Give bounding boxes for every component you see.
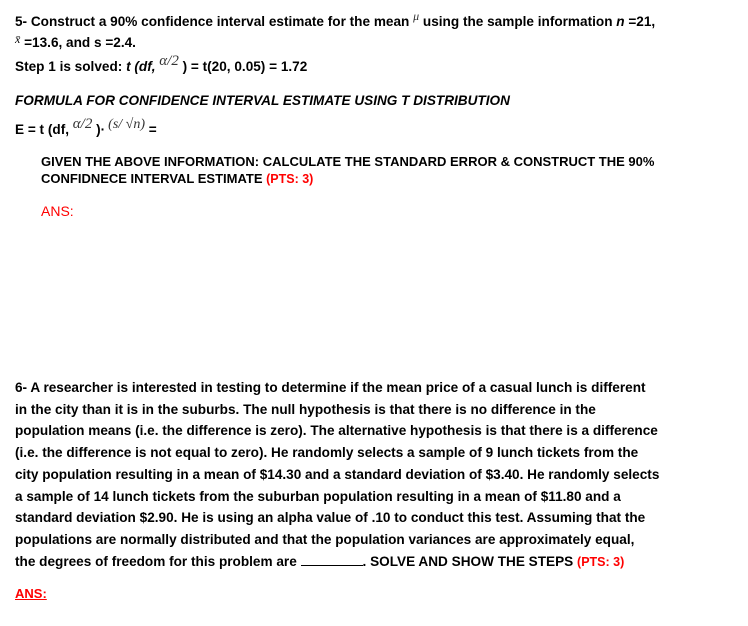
given-line1: GIVEN THE ABOVE INFORMATION: CALCULATE THE STANDARD ERROR & CONSTRUCT THE 90% (41, 154, 655, 169)
q6-last-line-text-a: the degrees of freedom for this problem are (15, 553, 301, 569)
q6-line: standard deviation $2.90. He is using an alpha value of .10 to conduct this test. Assuming that the (15, 510, 646, 526)
step1-t: t (df, (126, 59, 160, 74)
q6-line: city population resulting in a mean of $14.30 and a standard deviation of $3.40. He randomly selects (15, 466, 660, 482)
degrees-of-freedom-blank[interactable] (301, 553, 363, 566)
q6-line: population means (i.e. the difference is zero). The alternative hypothesis is that there is a difference (15, 423, 658, 439)
formula-close-paren: ) (92, 122, 101, 137)
q5-line1-text-a: 5- Construct a 90% confidence interval estimate for the mean (15, 14, 414, 29)
q6-last-line-text-b: . SOLVE AND SHOW THE STEPS (362, 553, 578, 569)
q5-line2 (15, 32, 136, 51)
formula-heading: FORMULA FOR CONFIDENCE INTERVAL ESTIMATE USING T DISTRIBUTION (15, 93, 510, 108)
formula-line (15, 116, 157, 139)
q5-line1-text-c: =21, (624, 14, 656, 29)
q6-answer-label: ANS: (15, 586, 47, 601)
given-line2 (41, 171, 313, 187)
q6-block (15, 377, 735, 573)
q5-answer-label: ANS: (41, 203, 74, 219)
step1-label: Step 1 is solved: (15, 59, 127, 74)
q6-last-line (15, 551, 735, 574)
q6-line: (i.e. the difference is not equal to zero). He randomly selects a sample of 9 lunch tickets from the (15, 445, 639, 461)
q6-line: in the city than it is in the suburbs. The null hypothesis is that there is no difference in the (15, 401, 596, 417)
formula-equals: = (145, 122, 157, 137)
alpha-half-symbol: α/2 (159, 53, 179, 69)
given-line2-text: CONFIDNECE INTERVAL ESTIMATE (41, 171, 267, 186)
formula-standard-error: (s/ √n) (108, 117, 146, 132)
n-variable: n (616, 14, 625, 29)
q5-line1-text-b: using the sample information (419, 14, 617, 29)
formula-alpha-half: α/2 (72, 116, 93, 132)
mu-symbol: μ (413, 9, 420, 23)
q6-line: 6- A researcher is interested in testing to determine if the mean price of a casual lunch is different (15, 380, 646, 395)
q6-points-badge: (PTS: 3) (577, 554, 625, 569)
step1-result: ) = t(20, 0.05) = 1.72 (178, 59, 308, 74)
formula-e: E = t (df, (15, 122, 73, 137)
q5-step1 (15, 53, 308, 75)
q6-line: populations are normally distributed and that the population variances are approximately equal, (15, 531, 635, 547)
formula-dot: · (100, 122, 106, 137)
q5-line1 (15, 9, 656, 30)
q6-line: a sample of 14 lunch tickets from the suburban population resulting in a mean of $11.80 and a (15, 488, 621, 504)
q5-line2-text: =13.6, and s =2.4. (20, 35, 136, 50)
q5-points-badge: (PTS: 3) (266, 172, 314, 186)
xbar-symbol: x̄ (15, 32, 21, 46)
